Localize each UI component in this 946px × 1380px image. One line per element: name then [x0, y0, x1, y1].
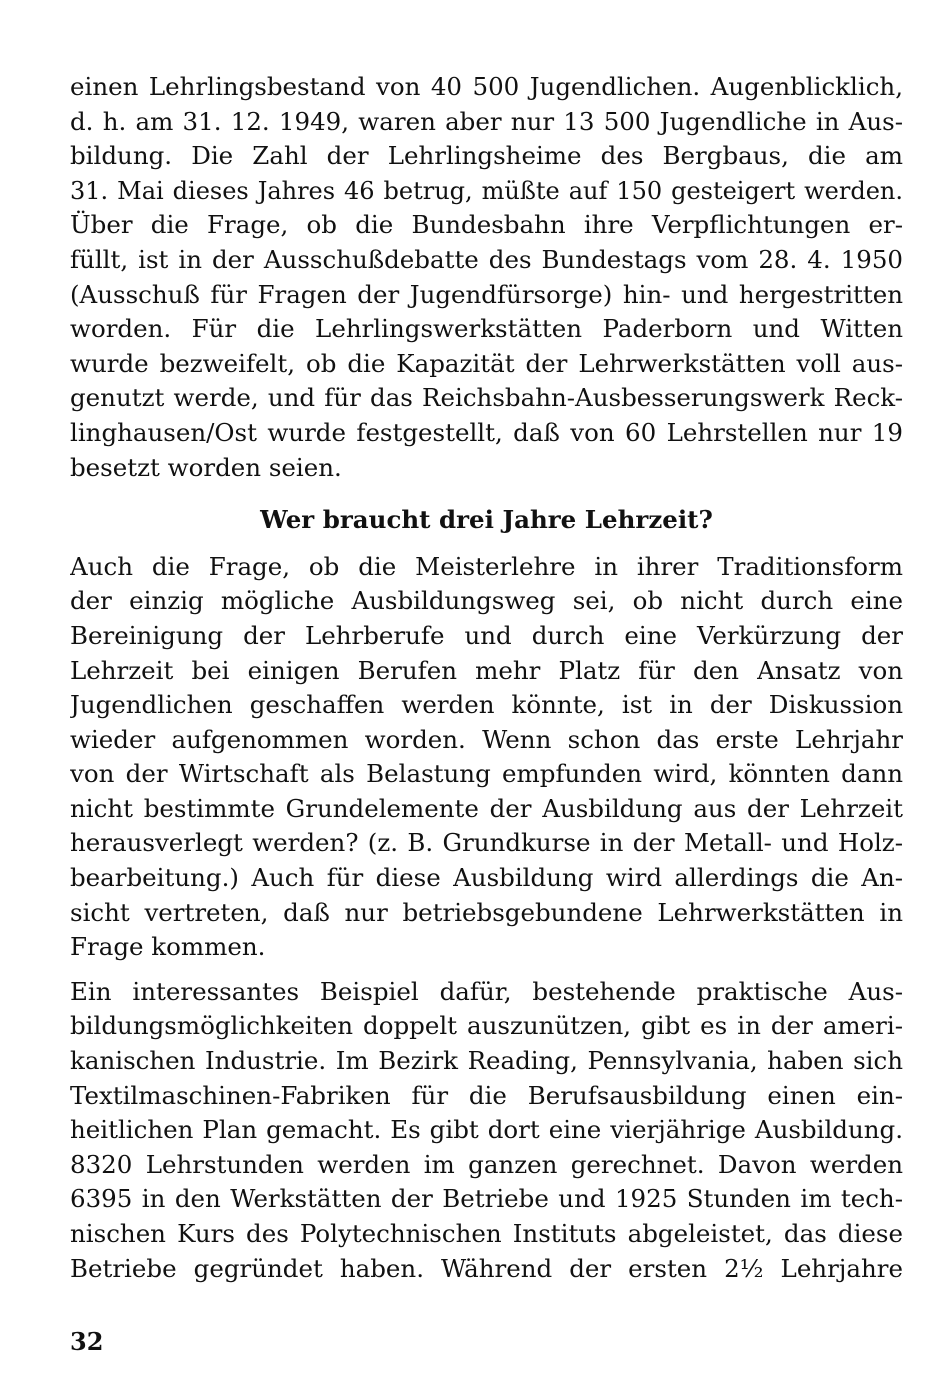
- text-line: Frage kommen.: [70, 932, 266, 962]
- text-line: Über die Frage, ob die Bundesbahn ihre Verpflichtungen er-: [70, 210, 903, 240]
- paragraph-4: [70, 975, 903, 1286]
- paragraph-1: [70, 70, 903, 208]
- text-line: Ein interessantes Beispiel dafür, bestehende praktische Aus-: [70, 976, 903, 1006]
- text-line: bearbeitung.) Auch für diese Ausbildung wird allerdings die An-: [70, 863, 903, 893]
- text-line: 6395 in den Werkstätten der Betriebe und 1925 Stunden im tech-: [70, 1184, 903, 1214]
- text-line: kanischen Industrie. Im Bezirk Reading, Pennsylvania, haben sich: [70, 1046, 903, 1076]
- text-line: Betriebe gegründet haben. Während der ersten 2½ Lehrjahre: [70, 1253, 903, 1283]
- text-line: wieder aufgenommen worden. Wenn schon das erste Lehrjahr: [70, 724, 903, 754]
- text-line: bildungsmöglichkeiten doppelt auszunützen, gibt es in der ameri-: [70, 1011, 903, 1041]
- text-line: Bereinigung der Lehrberufe und durch eine Verkürzung der: [70, 620, 903, 650]
- text-line: bildung. Die Zahl der Lehrlingsheime des Bergbaus, die am: [70, 141, 903, 171]
- section-heading: Wer braucht drei Jahre Lehrzeit?: [260, 505, 713, 535]
- text-line: der einzig mögliche Ausbildungsweg sei, ob nicht durch eine: [70, 586, 903, 616]
- text-line: einen Lehrlingsbestand von 40 500 Jugendlichen. Augenblicklich,: [70, 72, 903, 101]
- text-line: d. h. am 31. 12. 1949, waren aber nur 13 500 Jugendliche in Aus-: [70, 106, 903, 136]
- text-line: genutzt werde, und für das Reichsbahn-Ausbesserungswerk Reck-: [70, 383, 903, 413]
- page-number: 32: [70, 1327, 104, 1356]
- paragraph-spacer: [70, 965, 903, 975]
- text-line: Lehrzeit bei einigen Berufen mehr Platz für den Ansatz von: [70, 655, 903, 685]
- text-line: 31. Mai dieses Jahres 46 betrug, müßte auf 150 gesteigert werden.: [70, 176, 903, 205]
- text-line: herausverlegt werden? (z. B. Grundkurse in der Metall- und Holz-: [70, 828, 903, 858]
- text-line: nischen Kurs des Polytechnischen Instituts abgeleistet, das diese: [70, 1219, 903, 1248]
- paragraph-2: [70, 208, 903, 485]
- text-line: sicht vertreten, daß nur betriebsgebundene Lehrwerkstätten in: [70, 897, 903, 927]
- text-line: nicht bestimmte Grundelemente der Ausbildung aus der Lehrzeit: [70, 793, 903, 823]
- text-line: 8320 Lehrstunden werden im ganzen gerechnet. Davon werden: [70, 1149, 903, 1179]
- text-line: heitlichen Plan gemacht. Es gibt dort eine vierjährige Ausbildung.: [70, 1115, 903, 1145]
- text-line: Textilmaschinen-Fabriken für die Berufsausbildung einen ein-: [70, 1080, 903, 1110]
- text-line: Jugendlichen geschaffen werden könnte, ist in der Diskussion: [70, 690, 903, 720]
- text-line: worden. Für die Lehrlingswerkstätten Paderborn und Witten: [70, 314, 903, 344]
- text-line: füllt, ist in der Ausschußdebatte des Bundestags vom 28. 4. 1950: [70, 244, 903, 274]
- text-line: besetzt worden seien.: [70, 452, 342, 482]
- paragraph-3: [70, 550, 903, 965]
- text-line: wurde bezweifelt, ob die Kapazität der Lehrwerkstätten voll aus-: [70, 348, 903, 378]
- page-body: [70, 70, 903, 1286]
- text-line: (Ausschuß für Fragen der Jugendfürsorge) hin- und hergestritten: [70, 279, 903, 309]
- text-line: linghausen/Ost wurde festgestellt, daß von 60 Lehrstellen nur 19: [70, 417, 903, 447]
- text-line: von der Wirtschaft als Belastung empfunden wird, könnten dann: [70, 759, 903, 789]
- text-line: Auch die Frage, ob die Meisterlehre in ihrer Traditionsform: [70, 551, 903, 581]
